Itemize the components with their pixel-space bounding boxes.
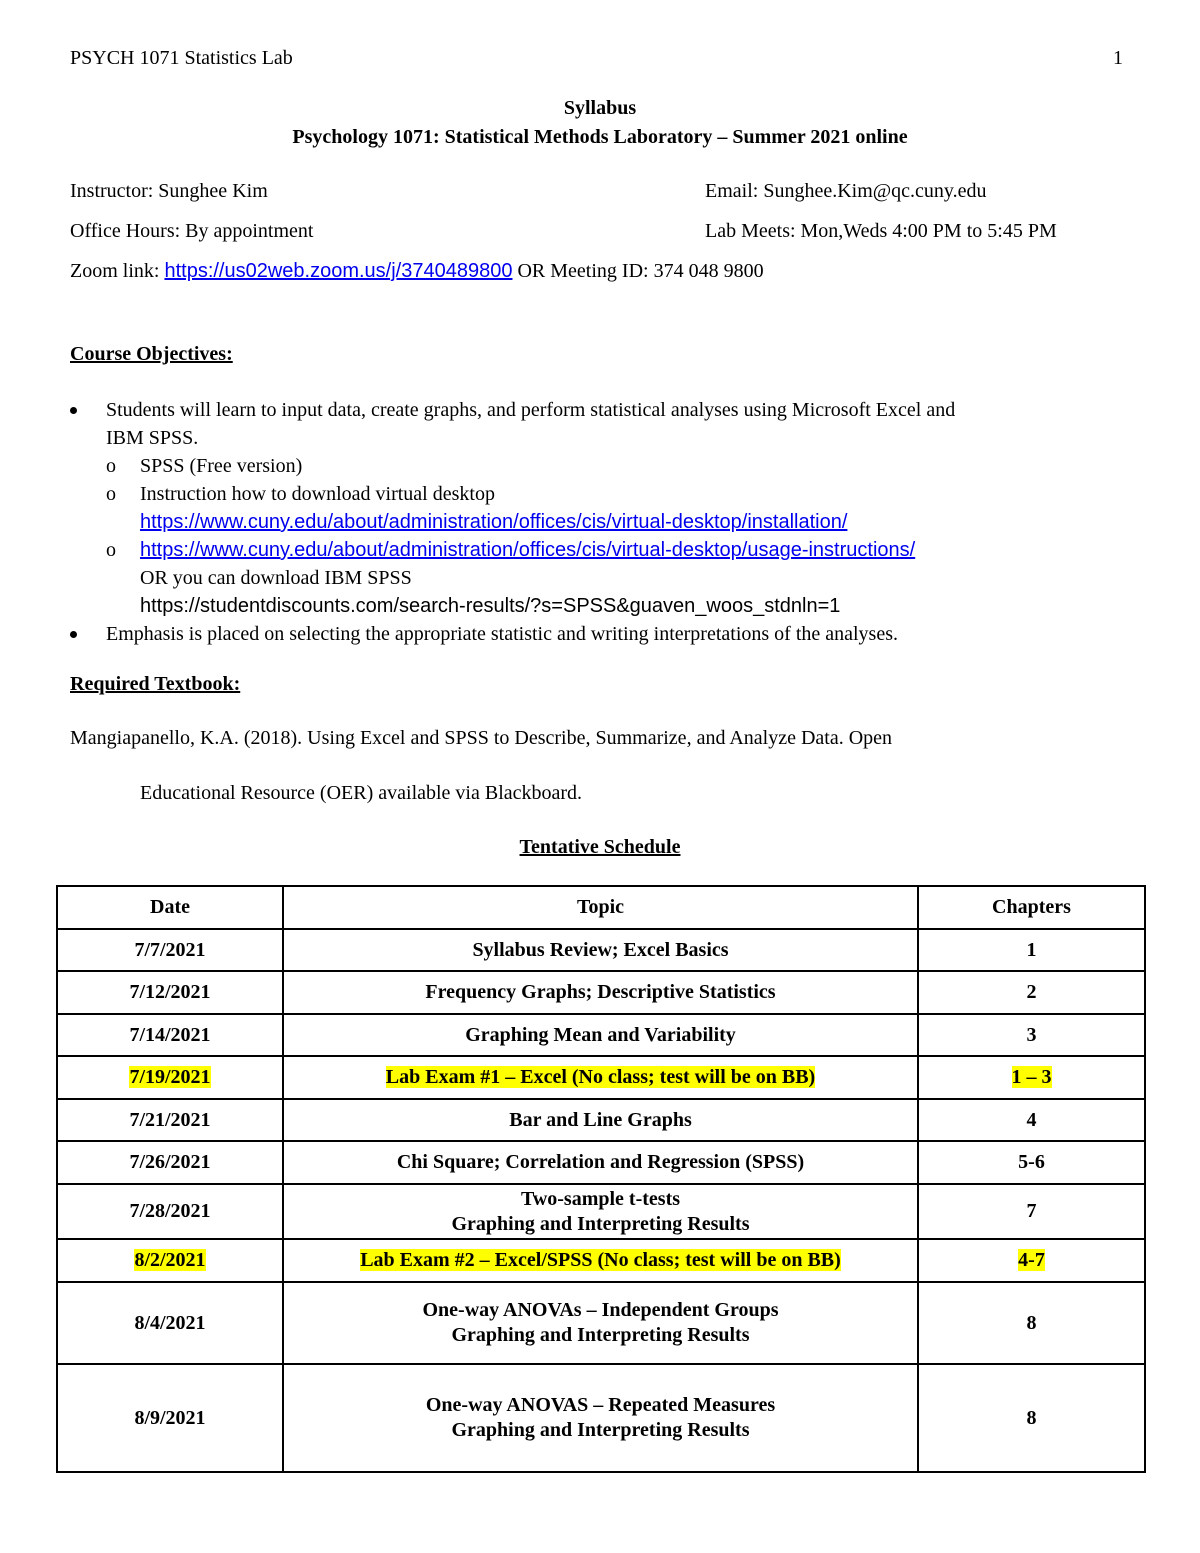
date-cell — [57, 1014, 283, 1056]
topic-line: Frequency Graphs; Descriptive Statistics — [425, 981, 776, 1003]
list-item — [70, 620, 1130, 648]
topic-cell — [283, 929, 918, 971]
date-cell-text: 7/12/2021 — [129, 981, 211, 1003]
table-row — [57, 1099, 1145, 1141]
table-header-row — [57, 886, 1145, 929]
objectives-sublist — [70, 452, 1130, 620]
chapters-cell — [918, 1141, 1145, 1184]
column-header-topic: Topic — [283, 886, 918, 929]
topic-line: Two-sample t-tests — [520, 1187, 681, 1210]
topic-cell — [283, 1099, 918, 1141]
topic-cell — [283, 1282, 918, 1364]
course-title: Psychology 1071: Statistical Methods Laboratory – Summer 2021 online — [292, 126, 908, 148]
date-cell-text: 7/26/2021 — [129, 1151, 211, 1173]
sub-item-text: OR you can download IBM SPSS — [140, 567, 412, 589]
circle-bullet-icon: o — [106, 539, 116, 561]
table-row — [57, 1364, 1145, 1472]
list-item — [70, 452, 1130, 480]
required-textbook-heading: Required Textbook: — [70, 673, 241, 695]
topic-line: Graphing and Interpreting Results — [451, 1419, 750, 1441]
topic-cell — [283, 1056, 918, 1099]
date-cell-text: 8/2/2021 — [134, 1249, 206, 1271]
usage-instructions-link[interactable]: https://www.cuny.edu/about/administration/offices/cis/virtual-desktop/usage-instructions/ — [140, 539, 916, 561]
table-row — [57, 1014, 1145, 1056]
topic-line: One-way ANOVAS – Repeated Measures — [425, 1394, 776, 1416]
meeting-id: OR Meeting ID: 374 048 9800 — [512, 260, 764, 282]
topic-line: Bar and Line Graphs — [509, 1108, 692, 1131]
topic-cell — [283, 1364, 918, 1472]
table-row — [57, 1056, 1145, 1099]
date-cell — [57, 1141, 283, 1184]
page-number: 1 — [1113, 47, 1123, 69]
instructor-line: Instructor: Sunghee Kim — [70, 180, 268, 202]
topic-line: One-way ANOVAs – Independent Groups — [422, 1299, 779, 1321]
table-row — [57, 1141, 1145, 1184]
topic-cell — [283, 971, 918, 1014]
date-cell-text: 7/19/2021 — [129, 1066, 211, 1088]
date-cell-text: 8/9/2021 — [134, 1406, 206, 1429]
chapters-cell — [918, 1282, 1145, 1364]
date-cell — [57, 971, 283, 1014]
chapters-cell-text: 4-7 — [1018, 1249, 1045, 1271]
table-row — [57, 929, 1145, 971]
topic-line: Chi Square; Correlation and Regression (SPSS) — [396, 1151, 805, 1173]
lab-meets-line: Lab Meets: Mon,Weds 4:00 PM to 5:45 PM — [705, 220, 1057, 242]
office-hours-line: Office Hours: By appointment — [70, 220, 314, 242]
chapters-cell-text: 7 — [1026, 1200, 1037, 1222]
date-cell — [57, 1239, 283, 1282]
course-objectives-heading: Course Objectives: — [70, 343, 233, 365]
chapters-cell — [918, 1014, 1145, 1056]
chapters-cell-text: 1 — [1026, 938, 1037, 961]
list-item — [70, 480, 1130, 536]
chapters-cell-text: 1 – 3 — [1011, 1066, 1052, 1088]
chapters-cell — [918, 1056, 1145, 1099]
objectives-list — [70, 396, 1130, 648]
topic-line: Lab Exam #2 – Excel/SPSS (No class; test will be on BB) — [360, 1249, 841, 1271]
chapters-cell — [918, 1364, 1145, 1472]
chapters-cell-text: 8 — [1026, 1311, 1037, 1334]
objective-text-cont: IBM SPSS. — [106, 427, 199, 449]
textbook-citation: Mangiapanello, K.A. (2018). Using Excel and SPSS to Describe, Summarize, and Analyze Data. Open — [70, 727, 893, 749]
topic-line: Syllabus Review; Excel Basics — [472, 938, 729, 961]
date-cell — [57, 1099, 283, 1141]
objective-text: Emphasis is placed on selecting the appropriate statistic and writing interpretations of the analyses. — [106, 623, 899, 645]
topic-cell — [283, 1239, 918, 1282]
column-header-date: Date — [57, 886, 283, 929]
date-cell — [57, 929, 283, 971]
document-title: Syllabus — [563, 97, 637, 119]
list-item — [70, 536, 1130, 620]
chapters-cell-text: 2 — [1026, 981, 1037, 1003]
date-cell — [57, 1364, 283, 1472]
chapters-cell — [918, 971, 1145, 1014]
table-row — [57, 1282, 1145, 1364]
objective-text: Students will learn to input data, create graphs, and perform statistical analyses using Microsoft Excel and — [106, 399, 956, 421]
email-line: Email: Sunghee.Kim@qc.cuny.edu — [705, 180, 987, 202]
chapters-cell-text: 5-6 — [1018, 1151, 1045, 1173]
circle-bullet-icon: o — [106, 483, 116, 505]
column-header-chapters: Chapters — [918, 886, 1145, 929]
date-cell-text: 7/21/2021 — [129, 1108, 211, 1131]
chapters-cell — [918, 929, 1145, 971]
topic-line: Graphing Mean and Variability — [465, 1023, 736, 1046]
topic-line: Graphing and Interpreting Results — [451, 1324, 750, 1346]
date-cell-text: 7/14/2021 — [129, 1023, 211, 1046]
table-row — [57, 1184, 1145, 1239]
date-cell — [57, 1056, 283, 1099]
date-cell — [57, 1282, 283, 1364]
circle-bullet-icon: o — [106, 455, 116, 477]
table-row — [57, 1239, 1145, 1282]
chapters-cell-text: 3 — [1026, 1023, 1037, 1046]
topic-line: Lab Exam #1 – Excel (No class; test will be on BB) — [385, 1066, 816, 1088]
date-cell-text: 8/4/2021 — [134, 1311, 206, 1334]
list-item — [70, 396, 1130, 620]
zoom-label: Zoom link: — [70, 260, 165, 282]
installation-link[interactable]: https://www.cuny.edu/about/administration/offices/cis/virtual-desktop/installation/ — [140, 511, 848, 533]
bullet-icon — [70, 407, 77, 414]
topic-cell — [283, 1184, 918, 1239]
date-cell — [57, 1184, 283, 1239]
chapters-cell — [918, 1184, 1145, 1239]
chapters-cell-text: 8 — [1026, 1406, 1037, 1429]
zoom-link[interactable]: https://us02web.zoom.us/j/3740489800 — [164, 260, 513, 282]
textbook-citation-cont: Educational Resource (OER) available via Blackboard. — [140, 782, 583, 804]
bullet-icon — [70, 631, 77, 638]
table-row — [57, 971, 1145, 1014]
sub-item-text: SPSS (Free version) — [140, 455, 303, 477]
date-cell-text: 7/7/2021 — [134, 938, 206, 961]
chapters-cell-text: 4 — [1026, 1108, 1037, 1131]
schedule-body — [57, 929, 1145, 1472]
date-cell-text: 7/28/2021 — [129, 1200, 211, 1222]
topic-cell — [283, 1014, 918, 1056]
topic-cell — [283, 1141, 918, 1184]
topic-line: Graphing and Interpreting Results — [451, 1212, 750, 1235]
zoom-line — [70, 260, 764, 283]
schedule-heading: Tentative Schedule — [519, 836, 681, 858]
chapters-cell — [918, 1239, 1145, 1282]
sub-item-text: Instruction how to download virtual desktop — [140, 483, 495, 505]
running-header-title: PSYCH 1071 Statistics Lab — [70, 47, 293, 69]
schedule-table — [56, 885, 1146, 1473]
chapters-cell — [918, 1099, 1145, 1141]
studentdiscounts-url: https://studentdiscounts.com/search-results/?s=SPSS&guaven_woos_stdnln=1 — [140, 595, 841, 617]
